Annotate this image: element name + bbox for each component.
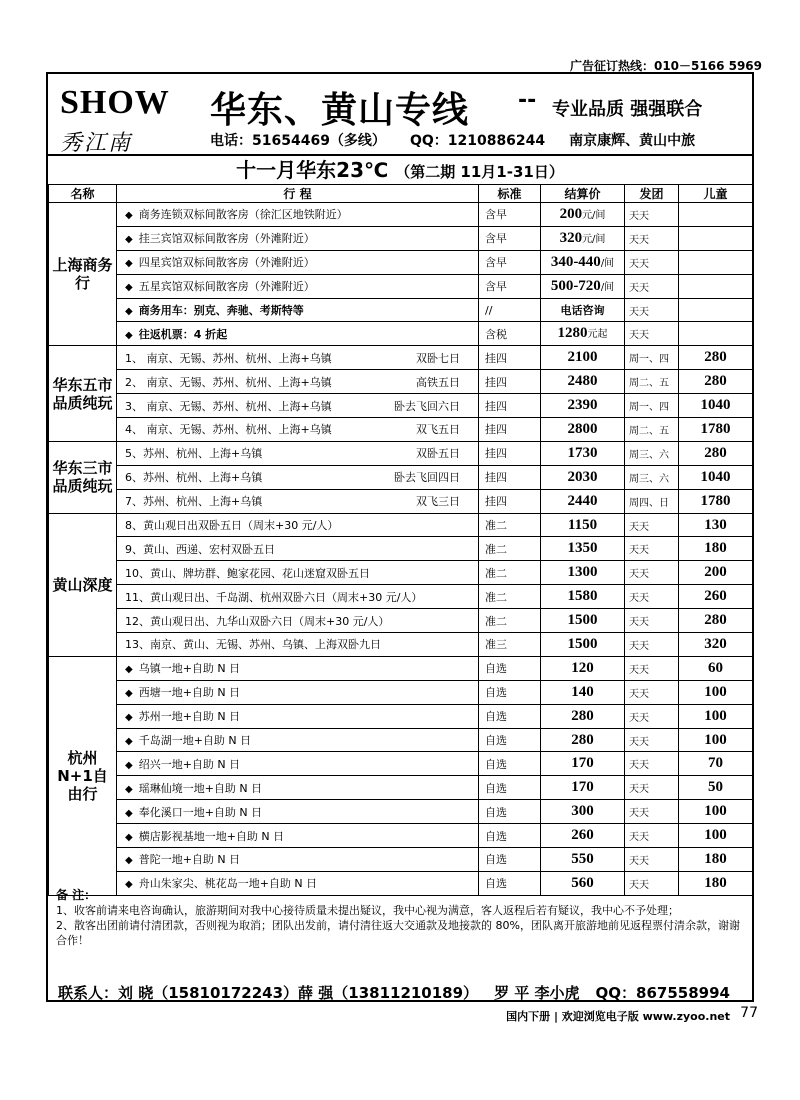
route-text: 舟山朱家尖、桃花岛一地+自助 N 日 — [138, 877, 318, 891]
subtitle-main: 十一月华东23℃ — [236, 158, 389, 182]
standard-cell: 挂四 — [479, 346, 541, 370]
table-body — [49, 203, 753, 896]
standard-cell: 自选 — [479, 656, 541, 680]
price-value: 1500 — [567, 635, 598, 652]
route-cell — [117, 800, 479, 824]
price-cell — [541, 441, 625, 465]
price-cell — [541, 776, 625, 800]
price-value: 320 — [559, 229, 583, 246]
price-value: 260 — [571, 827, 594, 844]
standard-cell: 含早 — [479, 226, 541, 250]
diamond-bullet-icon: ◆ — [125, 879, 133, 891]
table-row — [49, 728, 753, 752]
table-row — [49, 465, 753, 489]
col-header: 结算价 — [541, 185, 625, 203]
standard-cell: 自选 — [479, 800, 541, 824]
child-price-cell: 100 — [679, 824, 753, 848]
route-cell — [117, 370, 479, 394]
depart-cell: 天天 — [625, 824, 679, 848]
standard-cell: 含早 — [479, 250, 541, 274]
price-unit: /间 — [600, 281, 615, 293]
child-price-cell: 180 — [679, 848, 753, 872]
depart-cell: 天天 — [625, 704, 679, 728]
route-text: 千岛湖一地+自助 N 日 — [138, 734, 252, 748]
depart-cell: 天天 — [625, 226, 679, 250]
standard-cell: 自选 — [479, 848, 541, 872]
price-value: 2480 — [567, 373, 598, 390]
diamond-bullet-icon: ◆ — [125, 759, 133, 771]
table-row — [49, 418, 753, 442]
standard-cell: 自选 — [479, 728, 541, 752]
route-text: 苏州一地+自助 N 日 — [138, 710, 241, 724]
route-text: 四星宾馆双标间散客房（外滩附近） — [138, 256, 315, 270]
depart-cell: 周二、五 — [625, 370, 679, 394]
depart-cell: 天天 — [625, 585, 679, 609]
table-row — [49, 226, 753, 250]
standard-cell: 准二 — [479, 609, 541, 633]
route-text: 商务连锁双标间散客房（徐汇区地铁附近） — [138, 208, 348, 222]
depart-cell: 天天 — [625, 561, 679, 585]
depart-cell: 天天 — [625, 537, 679, 561]
price-cell — [541, 274, 625, 298]
price-cell — [541, 680, 625, 704]
child-price-cell: 100 — [679, 728, 753, 752]
standard-cell: 挂四 — [479, 441, 541, 465]
price-cell — [541, 848, 625, 872]
route-text: 10、黄山、牌坊群、鲍家花园、花山迷窟双卧五日 — [125, 566, 370, 580]
contact-extra: 罗 平 李小虎 — [494, 984, 580, 1002]
route-cell — [117, 465, 479, 489]
diamond-bullet-icon: ◆ — [125, 664, 133, 676]
price-cell — [541, 633, 625, 657]
route-text: 往返机票：4 折起 — [138, 327, 228, 341]
child-price-cell — [679, 298, 753, 322]
price-value: 340-440 — [550, 253, 601, 270]
standard-cell: 准二 — [479, 537, 541, 561]
child-price-cell: 1040 — [679, 465, 753, 489]
price-value: 1300 — [567, 564, 598, 581]
diamond-bullet-icon: ◆ — [125, 712, 133, 724]
depart-cell: 天天 — [625, 298, 679, 322]
route-cell — [117, 418, 479, 442]
price-value: 1150 — [567, 516, 598, 533]
child-price-cell: 180 — [679, 537, 753, 561]
col-header: 发团 — [625, 185, 679, 203]
route-cell — [117, 346, 479, 370]
price-value: 2100 — [567, 349, 598, 366]
depart-cell: 天天 — [625, 728, 679, 752]
price-value: 140 — [571, 683, 594, 700]
category-cell: 华东三市品质纯玩 — [49, 441, 117, 513]
route-text: 6、苏州、杭州、上海+乌镇 — [125, 471, 263, 485]
table-row — [49, 776, 753, 800]
route-text: 13、南京、黄山、无锡、苏州、乌镇、上海双卧九日 — [125, 638, 381, 652]
route-text: 横店影视基地一地+自助 N 日 — [138, 829, 285, 843]
depart-cell: 周一、四 — [625, 346, 679, 370]
child-price-cell — [679, 322, 753, 346]
child-price-cell: 260 — [679, 585, 753, 609]
diamond-bullet-icon: ◆ — [125, 783, 133, 795]
route-tag: 双卧五日 — [416, 447, 460, 461]
price-value: 280 — [571, 707, 594, 724]
depart-cell: 天天 — [625, 513, 679, 537]
standard-cell: 准二 — [479, 585, 541, 609]
price-cell — [541, 561, 625, 585]
standard-cell: 准三 — [479, 633, 541, 657]
category-cell: 黄山深度 — [49, 513, 117, 656]
table-row — [49, 370, 753, 394]
price-value: 200 — [559, 205, 583, 222]
price-value: 2800 — [567, 420, 598, 437]
diamond-bullet-icon: ◆ — [125, 688, 133, 700]
table-row — [49, 633, 753, 657]
standard-cell: 挂四 — [479, 370, 541, 394]
table-row — [49, 704, 753, 728]
route-text: 1、 南京、无锡、苏州、杭州、上海+乌镇 — [125, 351, 332, 365]
note-item: 1、收客前请来电咨询确认，旅游期间对我中心接待质量未提出疑议，我中心视为满意，客人返程后若有疑议，我中心不予处理； — [56, 904, 679, 917]
route-text: 商务用车：别克、奔驰、考斯特等 — [138, 304, 304, 317]
price-value: 2390 — [567, 397, 598, 414]
headline-dash: -- — [518, 88, 537, 113]
route-text: 普陀一地+自助 N 日 — [138, 853, 241, 867]
depart-cell: 周一、四 — [625, 394, 679, 418]
route-text: 4、 南京、无锡、苏州、杭州、上海+乌镇 — [125, 423, 332, 437]
price-value: 560 — [571, 874, 594, 891]
depart-cell: 周四、日 — [625, 489, 679, 513]
route-cell — [117, 656, 479, 680]
diamond-bullet-icon: ◆ — [125, 807, 133, 819]
ad-header — [48, 74, 752, 154]
price-cell — [541, 752, 625, 776]
route-text: 11、黄山观日出、千岛湖、杭州双卧六日（周末+30 元/人） — [125, 590, 423, 604]
diamond-bullet-icon: ◆ — [125, 234, 133, 246]
price-unit: /间 — [600, 257, 615, 269]
route-text: 12、黄山观日出、九华山双卧六日（周末+30 元/人） — [125, 614, 390, 628]
price-unit: 元/间 — [582, 233, 606, 245]
footer-text: 国内下册 | 欢迎浏览电子版 www.zyoo.net — [506, 1010, 730, 1023]
ad-hotline: 广告征订热线：010－5166 5969 — [569, 59, 762, 73]
price-cell — [541, 298, 625, 322]
diamond-bullet-icon: ◆ — [125, 855, 133, 867]
table-header-row — [49, 185, 753, 203]
route-cell — [117, 704, 479, 728]
table-row — [49, 298, 753, 322]
route-cell — [117, 250, 479, 274]
child-price-cell: 280 — [679, 609, 753, 633]
route-cell — [117, 203, 479, 227]
table-row — [49, 561, 753, 585]
diamond-bullet-icon: ◆ — [125, 282, 133, 294]
diamond-bullet-icon: ◆ — [125, 736, 133, 748]
child-price-cell: 1780 — [679, 418, 753, 442]
table-row — [49, 824, 753, 848]
child-price-cell: 180 — [679, 871, 753, 895]
depart-cell: 天天 — [625, 848, 679, 872]
col-header: 行 程 — [117, 185, 479, 203]
route-cell — [117, 728, 479, 752]
page-number: 77 — [740, 1005, 758, 1021]
price-value: 1580 — [567, 588, 598, 605]
standard-cell: 含早 — [479, 203, 541, 227]
notes-title: 备 注： — [56, 888, 97, 902]
child-price-cell: 200 — [679, 561, 753, 585]
price-cell — [541, 728, 625, 752]
price-cell — [541, 585, 625, 609]
col-header: 儿童 — [679, 185, 753, 203]
route-text: 8、黄山观日出双卧五日（周末+30 元/人） — [125, 519, 339, 533]
table-row — [49, 346, 753, 370]
table-row — [49, 203, 753, 227]
price-cell — [541, 465, 625, 489]
price-value: 550 — [571, 850, 594, 867]
price-cell — [541, 346, 625, 370]
depart-cell: 天天 — [625, 633, 679, 657]
price-cell — [541, 800, 625, 824]
brand-cn: 秀江南 — [60, 131, 133, 156]
route-text: 9、黄山、西递、宏村双卧五日 — [125, 542, 275, 556]
qq: QQ：1210886244 — [409, 133, 546, 149]
contacts-line — [48, 982, 752, 1003]
standard-cell: 含早 — [479, 274, 541, 298]
price-cell — [541, 250, 625, 274]
table-row — [49, 513, 753, 537]
route-cell — [117, 585, 479, 609]
depart-cell: 天天 — [625, 250, 679, 274]
depart-cell: 天天 — [625, 680, 679, 704]
depart-cell: 天天 — [625, 609, 679, 633]
child-price-cell: 280 — [679, 441, 753, 465]
diamond-bullet-icon: ◆ — [125, 831, 133, 843]
route-cell — [117, 752, 479, 776]
price-unit: 元起 — [587, 329, 608, 341]
standard-cell: 自选 — [479, 680, 541, 704]
route-tag: 高铁五日 — [416, 375, 460, 389]
standard-cell: 准二 — [479, 561, 541, 585]
table-row — [49, 250, 753, 274]
depart-cell: 天天 — [625, 656, 679, 680]
route-tag: 双飞三日 — [416, 495, 460, 509]
route-tag: 卧去飞回四日 — [394, 471, 460, 485]
route-tag: 卧去飞回六日 — [394, 399, 460, 413]
contact-qq: QQ：867558994 — [595, 984, 730, 1002]
route-cell — [117, 394, 479, 418]
depart-cell: 天天 — [625, 776, 679, 800]
route-text: 5、苏州、杭州、上海+乌镇 — [125, 447, 263, 461]
price-value: 2440 — [567, 492, 598, 509]
route-cell — [117, 609, 479, 633]
standard-cell: 含税 — [479, 322, 541, 346]
table-row — [49, 394, 753, 418]
price-cell — [541, 322, 625, 346]
standard-cell: 挂四 — [479, 489, 541, 513]
standard-cell: 自选 — [479, 752, 541, 776]
route-text: 五星宾馆双标间散客房（外滩附近） — [138, 280, 315, 294]
price-value: 1280 — [557, 325, 588, 342]
col-header: 名称 — [49, 185, 117, 203]
route-text: 2、 南京、无锡、苏州、杭州、上海+乌镇 — [125, 375, 332, 389]
route-text: 乌镇一地+自助 N 日 — [138, 662, 241, 676]
table-row — [49, 489, 753, 513]
route-cell — [117, 298, 479, 322]
price-cell — [541, 489, 625, 513]
child-price-cell: 100 — [679, 800, 753, 824]
route-cell — [117, 322, 479, 346]
route-text: 西塘一地+自助 N 日 — [138, 686, 241, 700]
standard-cell: 准二 — [479, 513, 541, 537]
depart-cell: 天天 — [625, 800, 679, 824]
price-cell — [541, 370, 625, 394]
notes — [48, 888, 752, 948]
subtitle — [48, 154, 752, 184]
price-value: 170 — [571, 755, 594, 772]
price-value: 280 — [571, 731, 594, 748]
table-row — [49, 656, 753, 680]
category-cell: 杭州N+1自由行 — [49, 656, 117, 895]
col-header: 标准 — [479, 185, 541, 203]
route-tag: 双卧七日 — [416, 351, 460, 365]
standard-cell: 自选 — [479, 704, 541, 728]
price-cell — [541, 394, 625, 418]
route-text: 瑶琳仙境一地+自助 N 日 — [138, 781, 263, 795]
price-cell — [541, 704, 625, 728]
note-item: 2、散客出团前请付清团款，否则视为取消；团队出发前，请付清往返大交通款及地接款的 80%，团队离开旅游地前见返程票付清余款，谢谢合作！ — [56, 919, 740, 947]
child-price-cell: 60 — [679, 656, 753, 680]
price-cell — [541, 203, 625, 227]
table-row — [49, 537, 753, 561]
price-cell — [541, 513, 625, 537]
price-value: 1730 — [567, 444, 598, 461]
price-cell — [541, 656, 625, 680]
route-cell — [117, 561, 479, 585]
table-row — [49, 322, 753, 346]
table-row — [49, 848, 753, 872]
price-cell — [541, 226, 625, 250]
standard-cell: 挂四 — [479, 465, 541, 489]
table-row — [49, 585, 753, 609]
category-cell: 上海商务行 — [49, 203, 117, 346]
route-cell — [117, 848, 479, 872]
headline: 华东、黄山专线 — [210, 90, 470, 131]
route-cell — [117, 776, 479, 800]
depart-cell: 天天 — [625, 203, 679, 227]
child-price-cell — [679, 250, 753, 274]
child-price-cell — [679, 274, 753, 298]
standard-cell: 自选 — [479, 776, 541, 800]
route-cell — [117, 274, 479, 298]
standard-cell: 挂四 — [479, 418, 541, 442]
child-price-cell: 100 — [679, 680, 753, 704]
depart-cell: 周三、六 — [625, 465, 679, 489]
child-price-cell: 50 — [679, 776, 753, 800]
route-cell — [117, 226, 479, 250]
child-price-cell: 320 — [679, 633, 753, 657]
route-cell — [117, 513, 479, 537]
standard-cell: 挂四 — [479, 394, 541, 418]
diamond-bullet-icon: ◆ — [125, 329, 133, 341]
child-price-cell: 100 — [679, 704, 753, 728]
table-row — [49, 680, 753, 704]
depart-cell: 周二、五 — [625, 418, 679, 442]
standard-cell: 自选 — [479, 871, 541, 895]
brand-en: SHOW — [60, 84, 170, 121]
child-price-cell: 70 — [679, 752, 753, 776]
child-price-cell: 1780 — [679, 489, 753, 513]
table-row — [49, 609, 753, 633]
diamond-bullet-icon: ◆ — [125, 306, 133, 317]
price-value: 170 — [571, 779, 594, 796]
diamond-bullet-icon: ◆ — [125, 210, 133, 222]
contact-persons: 联系人：刘 晓（15810172243）薛 强（13811210189） — [58, 984, 479, 1002]
route-cell — [117, 633, 479, 657]
price-value: 电话咨询 — [560, 304, 605, 317]
route-text: 奉化溪口一地+自助 N 日 — [138, 805, 263, 819]
partners: 南京康辉、黄山中旅 — [569, 133, 696, 149]
price-cell — [541, 609, 625, 633]
price-cell — [541, 537, 625, 561]
child-price-cell: 280 — [679, 346, 753, 370]
depart-cell: 天天 — [625, 752, 679, 776]
route-text: 挂三宾馆双标间散客房（外滩附近） — [138, 232, 315, 246]
route-text: 绍兴一地+自助 N 日 — [138, 757, 241, 771]
price-unit: 元/间 — [582, 209, 606, 221]
route-cell — [117, 680, 479, 704]
route-text: 7、苏州、杭州、上海+乌镇 — [125, 495, 263, 509]
subtitle-issue: （第二期 11月1-31日） — [395, 163, 564, 181]
route-cell — [117, 441, 479, 465]
price-value: 500-720 — [550, 277, 601, 294]
route-cell — [117, 824, 479, 848]
route-tag: 双飞五日 — [416, 423, 460, 437]
ad-frame — [46, 72, 754, 1002]
child-price-cell: 280 — [679, 370, 753, 394]
standard-cell: 自选 — [479, 824, 541, 848]
price-value: 1350 — [567, 540, 598, 557]
price-value: 120 — [571, 659, 594, 676]
price-cell — [541, 824, 625, 848]
contact-line — [210, 130, 750, 150]
price-value: 2030 — [567, 468, 598, 485]
depart-cell: 天天 — [625, 322, 679, 346]
table-row — [49, 752, 753, 776]
price-value: 1500 — [567, 612, 598, 629]
phone: 电话：51654469（多线） — [210, 133, 386, 149]
depart-cell: 天天 — [625, 274, 679, 298]
depart-cell: 天天 — [625, 871, 679, 895]
child-price-cell — [679, 203, 753, 227]
child-price-cell: 1040 — [679, 394, 753, 418]
price-cell — [541, 418, 625, 442]
price-table — [48, 184, 753, 896]
child-price-cell — [679, 226, 753, 250]
route-text: 3、 南京、无锡、苏州、杭州、上海+乌镇 — [125, 399, 332, 413]
table-row — [49, 274, 753, 298]
route-cell — [117, 537, 479, 561]
table-row — [49, 441, 753, 465]
depart-cell: 周三、六 — [625, 441, 679, 465]
category-cell: 华东五市品质纯玩 — [49, 346, 117, 442]
tagline: 专业品质 强强联合 — [552, 99, 703, 120]
child-price-cell: 130 — [679, 513, 753, 537]
price-value: 300 — [571, 803, 594, 820]
table-row — [49, 800, 753, 824]
diamond-bullet-icon: ◆ — [125, 258, 133, 270]
standard-cell: // — [479, 298, 541, 322]
route-cell — [117, 489, 479, 513]
